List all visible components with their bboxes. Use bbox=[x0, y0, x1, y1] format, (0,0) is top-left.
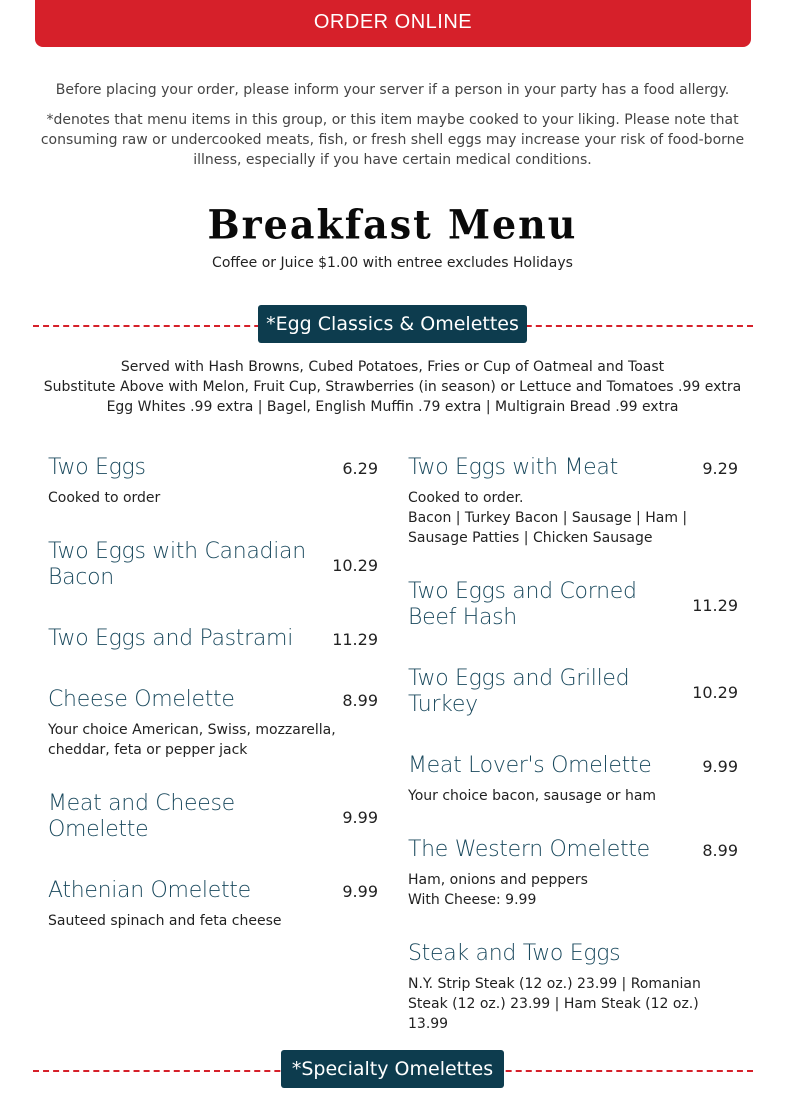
allergy-notice: Before placing your order, please inform your server if a person in your party has a food allergy. bbox=[55, 82, 730, 98]
raw-food-warning: *denotes that menu items in this group, or this item maybe cooked to your liking. Please note that consuming raw or undercooked meats, fish, or fresh shell eggs may increase your risk of food-borne illness, especially if you have certain medical conditions. bbox=[40, 112, 745, 168]
menu-column-left bbox=[48, 455, 378, 931]
menu-item bbox=[408, 579, 738, 631]
menu-item-description bbox=[48, 720, 378, 760]
menu-item-name: Steak and Two Eggs bbox=[408, 941, 621, 966]
menu-item bbox=[408, 666, 738, 718]
menu-item-header bbox=[408, 837, 738, 863]
section-title-specialty-omelettes: *Specialty Omelettes bbox=[281, 1050, 504, 1088]
menu-item-header bbox=[408, 579, 738, 631]
menu-item-name: Two Eggs and Grilled Turkey bbox=[408, 666, 630, 717]
menu-item bbox=[408, 753, 738, 806]
menu-item-header bbox=[48, 791, 378, 843]
menu-item bbox=[408, 837, 738, 910]
menu-item-header bbox=[48, 539, 378, 591]
menu-item-price: 9.99 bbox=[342, 881, 378, 901]
menu-item bbox=[48, 626, 378, 652]
menu-item-description-line: Ham, onions and peppers bbox=[408, 872, 588, 888]
menu-item-name: Two Eggs with Canadian Bacon bbox=[48, 539, 306, 590]
menu-item-price: 8.99 bbox=[702, 840, 738, 860]
menu-item-description-line: Cooked to order bbox=[48, 490, 161, 506]
menu-item-price: 10.29 bbox=[692, 682, 738, 702]
menu-item-header bbox=[48, 687, 378, 713]
menu-item bbox=[48, 878, 378, 931]
menu-item-name: Meat Lover's Omelette bbox=[408, 753, 652, 778]
section-description-line: Served with Hash Browns, Cubed Potatoes, Fries or Cup of Oatmeal and Toast bbox=[120, 359, 665, 375]
menu-item-description bbox=[408, 488, 738, 548]
menu-item-price: 8.99 bbox=[342, 690, 378, 710]
menu-item-description bbox=[408, 974, 738, 1034]
section-description-line: Substitute Above with Melon, Fruit Cup, Strawberries (in season) or Lettuce and Tomatoes .99 extra bbox=[43, 379, 742, 395]
menu-item-price: 10.29 bbox=[332, 555, 378, 575]
menu-item-name: Two Eggs and Corned Beef Hash bbox=[408, 579, 637, 630]
menu-title: Breakfast Menu bbox=[207, 200, 578, 249]
menu-item bbox=[48, 539, 378, 591]
menu-item-description bbox=[408, 786, 738, 806]
menu-item-description-line: N.Y. Strip Steak (12 oz.) 23.99 | Romanian Steak (12 oz.) 23.99 | Ham Steak (12 oz.) 13.99 bbox=[408, 976, 701, 1032]
menu-item-description-line: Cooked to order. bbox=[408, 490, 524, 506]
menu-item-description-line: Your choice bacon, sausage or ham bbox=[408, 788, 657, 804]
menu-item-header bbox=[408, 666, 738, 718]
menu-subtitle: Coffee or Juice $1.00 with entree excludes Holidays bbox=[212, 255, 573, 271]
menu-item-name: Meat and Cheese Omelette bbox=[48, 791, 235, 842]
menu-column-right bbox=[408, 455, 738, 1034]
menu-item-price: 6.29 bbox=[342, 458, 378, 478]
menu-item-header bbox=[408, 455, 738, 481]
section-title-egg-classics: *Egg Classics & Omelettes bbox=[258, 305, 527, 343]
menu-item bbox=[48, 791, 378, 843]
menu-item-header bbox=[48, 626, 378, 652]
order-online-button[interactable]: ORDER ONLINE bbox=[35, 0, 751, 47]
menu-item-description-line: With Cheese: 9.99 bbox=[408, 892, 537, 908]
menu-item bbox=[48, 687, 378, 760]
menu-item-name: Two Eggs with Meat bbox=[408, 455, 618, 480]
menu-item-name: Two Eggs and Pastrami bbox=[48, 626, 294, 651]
menu-item-description-line: Bacon | Turkey Bacon | Sausage | Ham | Sausage Patties | Chicken Sausage bbox=[408, 510, 688, 546]
menu-item-description-line: Your choice American, Swiss, mozzarella, cheddar, feta or pepper jack bbox=[48, 722, 336, 758]
menu-item-description bbox=[48, 911, 378, 931]
section-description bbox=[30, 357, 755, 417]
menu-item-name: Two Eggs bbox=[48, 455, 146, 480]
menu-item bbox=[408, 455, 738, 548]
menu-item-price: 11.29 bbox=[332, 629, 378, 649]
menu-item-description-line: Sauteed spinach and feta cheese bbox=[48, 913, 282, 929]
menu-item-description bbox=[408, 870, 738, 910]
menu-item-price: 11.29 bbox=[692, 595, 738, 615]
menu-item-name: The Western Omelette bbox=[408, 837, 650, 862]
menu-item-description bbox=[48, 488, 378, 508]
section-description-line: Egg Whites .99 extra | Bagel, English Muffin .79 extra | Multigrain Bread .99 extra bbox=[106, 399, 679, 415]
menu-item-header bbox=[408, 753, 738, 779]
menu-item-header bbox=[408, 941, 738, 967]
menu-item-name: Athenian Omelette bbox=[48, 878, 251, 903]
menu-item-name: Cheese Omelette bbox=[48, 687, 235, 712]
menu-item-price: 9.29 bbox=[702, 458, 738, 478]
menu-item-header bbox=[48, 878, 378, 904]
menu-item bbox=[408, 941, 738, 1034]
menu-item-header bbox=[48, 455, 378, 481]
menu-item-price: 9.99 bbox=[342, 807, 378, 827]
menu-item-price: 9.99 bbox=[702, 756, 738, 776]
menu-item bbox=[48, 455, 378, 508]
